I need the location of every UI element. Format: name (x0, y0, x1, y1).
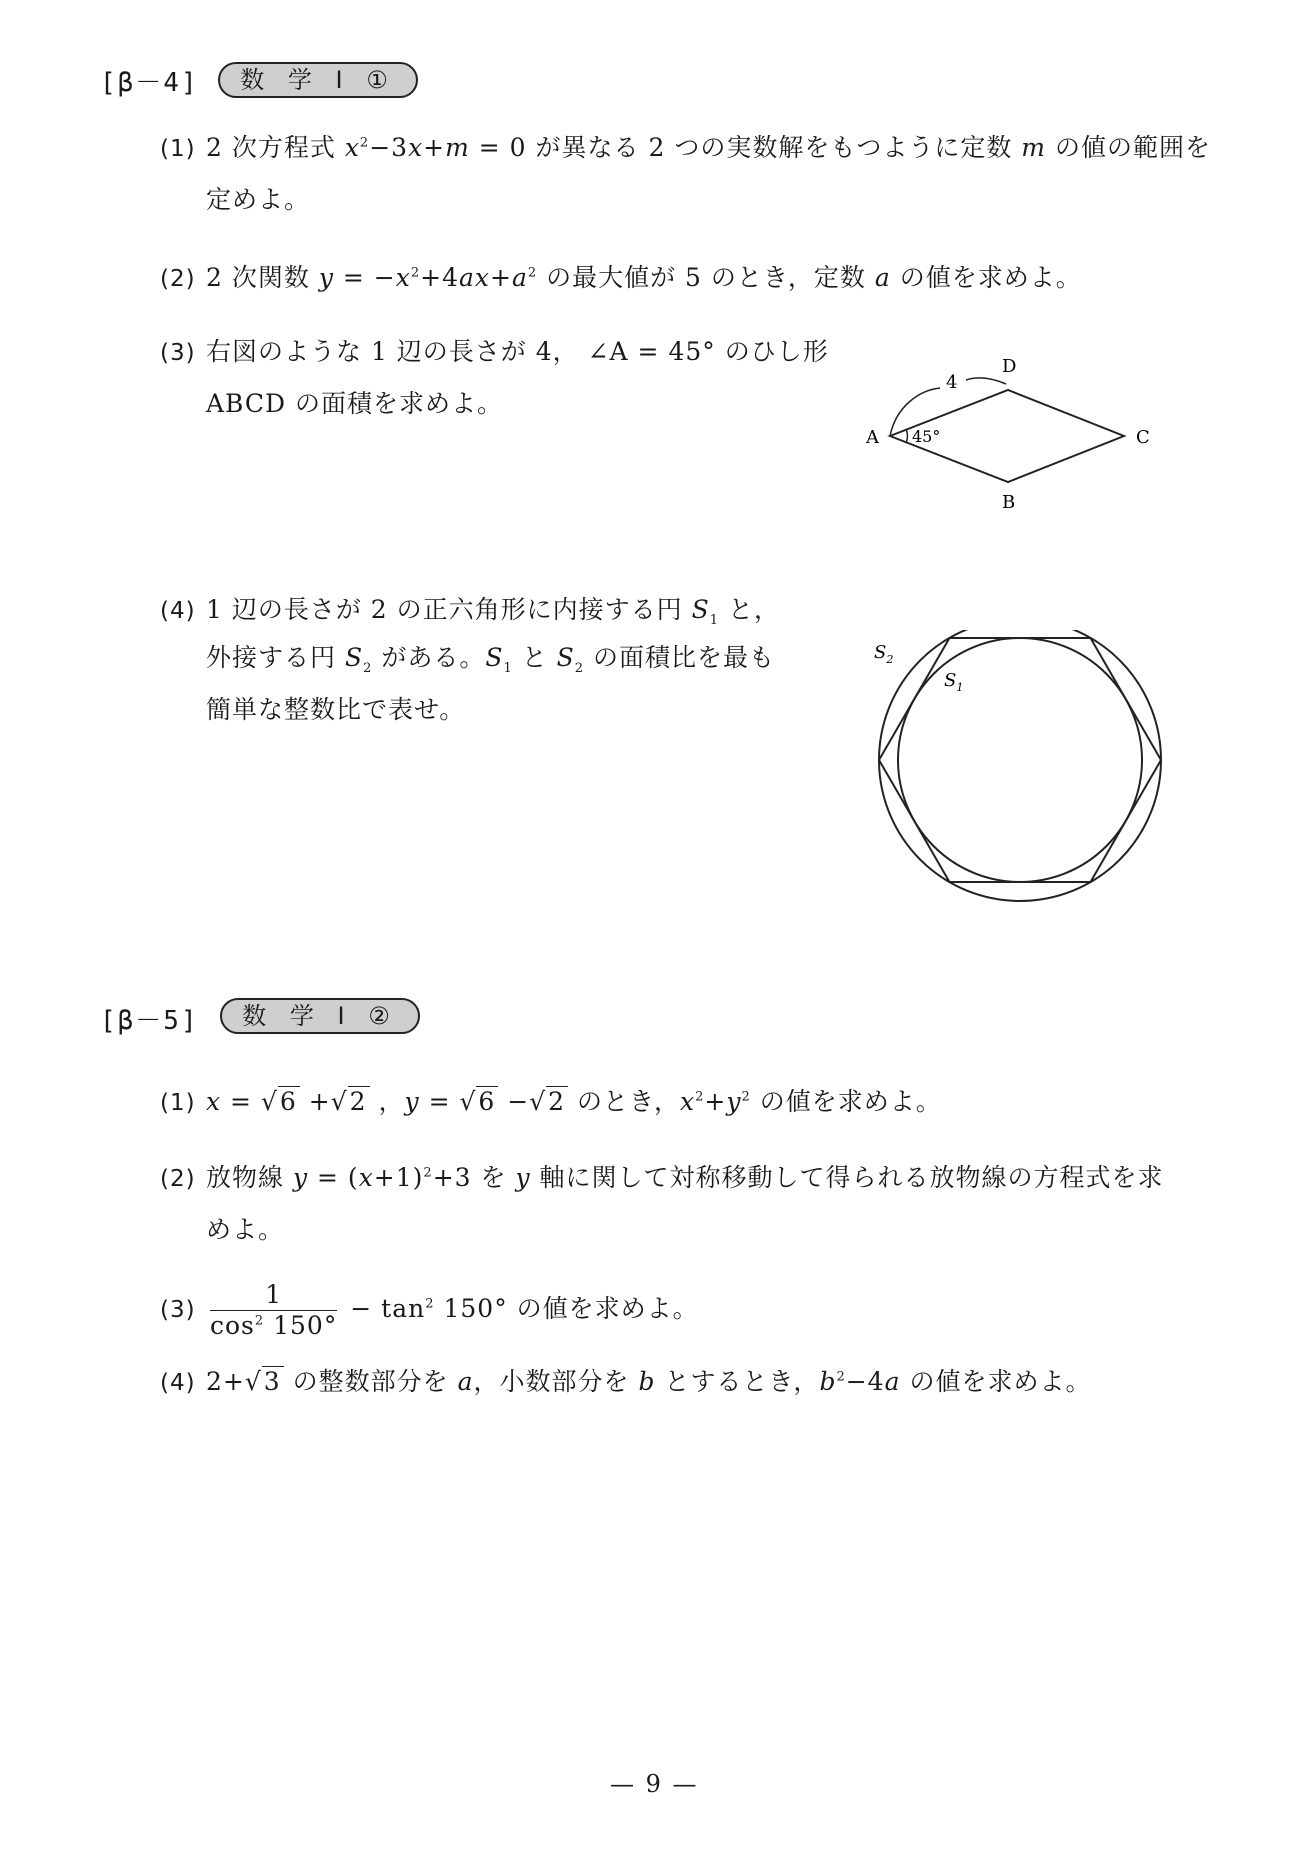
question-5-1: (1) x = √6 +√2 ，y = √6 −√2 のとき，$x^2+y^2$ の値を求めよ。 (160, 1082, 942, 1123)
question-5-4: (4) 2+√3 の整数部分を a，小数部分を b とするとき，$b^2-4a$ の値を求めよ。 (160, 1362, 1091, 1403)
side-length-arc-right (966, 378, 1006, 384)
question-4-2: (2) 2 次関数 $y = -x^2+4ax+a^2$ の最大値が 5 のとき，定数 a の値を求めよ。 (160, 258, 1082, 299)
s1-label: $S_1$ (944, 670, 964, 694)
section-4-badge: 数 学 Ⅰ ① (218, 62, 418, 98)
section-5-label: [β－5] (100, 1006, 199, 1036)
question-5-2-cont: めよ。 (206, 1215, 285, 1244)
question-number: (1) (160, 136, 196, 162)
fraction: $\frac{1}{\cos^2 150^\circ}$ (210, 1280, 338, 1340)
inscribed-circle (898, 638, 1142, 882)
question-number: (2) (160, 1166, 196, 1192)
regular-hexagon (879, 638, 1161, 882)
question-number: (3) (160, 340, 196, 366)
question-5-3: (3) $\frac{1}{\cos^2 150^\circ}$ − $\tan^2 150^\circ$ の値を求めよ。 (160, 1280, 699, 1340)
angle-arc (906, 429, 907, 443)
question-4-3-cont: ABCD の面積を求めよ。 (206, 389, 504, 418)
question-number: (4) (160, 598, 196, 624)
vertex-c-label: C (1136, 427, 1150, 448)
side-length-label: 4 (946, 372, 958, 393)
question-4-1-cont: 定めよ。 (206, 185, 311, 214)
angle-label: 45° (912, 427, 941, 446)
question-5-2: (2) 放物線 $y = (x+1)^2+3$ を y 軸に関して対称移動して得られる放物線の方程式を求 (160, 1158, 1164, 1199)
question-4-1: (1) 2 次方程式 $x^2-3x+m = 0$ が異なる 2 つの実数解をもつように定数 m の値の範囲を (160, 128, 1211, 169)
section-4-label: [β－4] (100, 68, 199, 98)
vertex-a-label: A (866, 427, 879, 448)
question-4-4: (4) 1 辺の長さが 2 の正六角形に内接する円 $S_1$ と， (160, 590, 780, 631)
question-4-4-cont: 外接する円 $S_2$ がある。$S_1$ と $S_2$ の面積比を最も (206, 643, 776, 676)
question-number: (2) (160, 266, 196, 292)
page-number: — 9 — (610, 1770, 699, 1798)
hexagon-figure (860, 630, 1180, 920)
question-number: (1) (160, 1090, 196, 1116)
vertex-b-label: B (1002, 492, 1016, 513)
question-4-3: (3) 右図のような 1 辺の長さが 4， ∠A = 45° のひし形 (160, 332, 829, 373)
vertex-d-label: D (1002, 356, 1017, 377)
question-number: (4) (160, 1370, 196, 1396)
circumscribed-circle (879, 630, 1161, 901)
question-number: (3) (160, 1297, 196, 1323)
question-4-4-cont2: 簡単な整数比で表せ。 (206, 695, 466, 724)
section-5-badge: 数 学 Ⅰ ② (220, 998, 420, 1034)
s2-label: $S_2$ (874, 642, 894, 666)
rhombus-figure (860, 350, 1160, 520)
